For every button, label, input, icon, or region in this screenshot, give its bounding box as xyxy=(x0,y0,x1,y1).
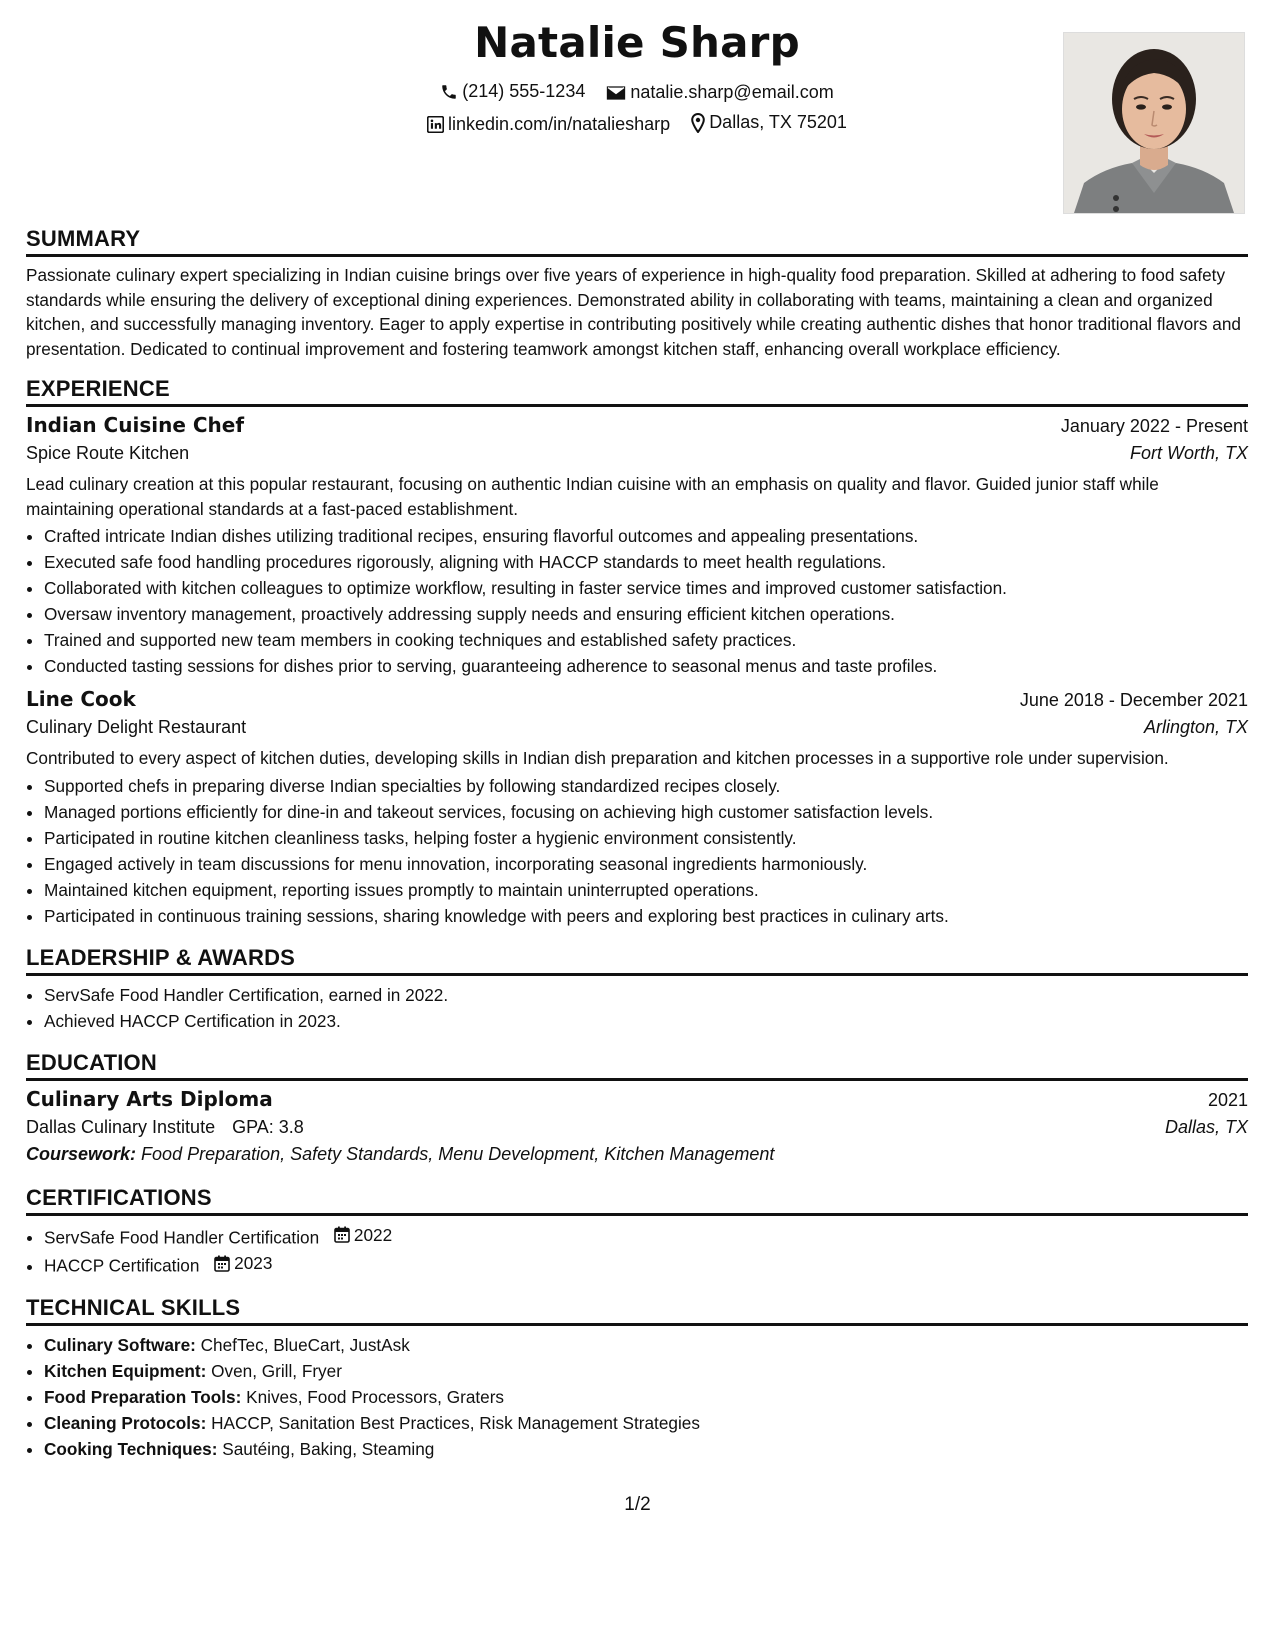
profile-photo xyxy=(1063,32,1245,214)
gpa-text: GPA: 3.8 xyxy=(232,1116,304,1137)
summary-text: Passionate culinary expert specializing in Indian cuisine brings over five years of experience in high-quality food preparation. Skilled at adhering to food safety standards while ensuring the delivery of exceptional dining experiences. Demonstrated ability in collaborating with teams, maintaining a clean and organized kitchen, and successfully managing inventory. Eager to apply expertise in contributing positively while creating authentic dishes that honor traditional flavors and presentation. Dedicated to continual improvement and fostering teamwork amongst kitchen staff, enhancing overall workplace efficiency. xyxy=(26,265,1241,359)
skill-value: Sautéing, Baking, Steaming xyxy=(222,1438,435,1459)
awards-section xyxy=(26,945,1248,1034)
job-description: Lead culinary creation at this popular restaurant, focusing on authentic Indian cuisine with an emphasis on quality and flavor. Guided junior staff while maintaining operational standards at a fast-paced establishment. xyxy=(26,474,1159,519)
phone-contact xyxy=(440,81,585,102)
list-item: • Maintained kitchen equipment, reporting issues promptly to maintain uninterrupted operations. xyxy=(44,877,1248,903)
experience-heading: EXPERIENCE xyxy=(26,376,1248,407)
skill-label: Food Preparation Tools: xyxy=(44,1386,242,1407)
certification-date xyxy=(214,1250,272,1276)
linkedin-contact[interactable] xyxy=(427,114,670,135)
list-item: • Crafted intricate Indian dishes utilizing traditional recipes, ensuring flavorful outcomes and appealing presentations. xyxy=(44,523,1248,549)
certification-year: 2022 xyxy=(353,1224,393,1245)
linkedin-text[interactable]: linkedin.com/in/nataliesharp xyxy=(448,113,671,134)
list-item: • Collaborated with kitchen colleagues to optimize workflow, resulting in faster service times and improved customer satisfaction. xyxy=(44,575,1248,601)
list-item: • ServSafe Food Handler Certification, earned in 2022. xyxy=(44,982,1248,1008)
job-company-row xyxy=(26,717,1248,738)
certifications-list xyxy=(26,1222,1248,1279)
skill-value: Knives, Food Processors, Graters xyxy=(246,1386,505,1407)
linkedin-icon xyxy=(427,116,444,133)
skill-label: Cooking Techniques: xyxy=(44,1438,218,1459)
email-text[interactable]: natalie.sharp@email.com xyxy=(630,82,834,102)
school-name: Dallas Culinary Institute xyxy=(26,1116,216,1137)
degree-row xyxy=(26,1087,1248,1111)
list-item: • Oversaw inventory management, proactively addressing supply needs and ensuring efficient kitchen operations. xyxy=(44,601,1248,627)
skill-value: ChefTec, BlueCart, JustAsk xyxy=(200,1334,410,1355)
location-contact xyxy=(691,112,847,133)
list-item xyxy=(44,1332,1248,1358)
education-section xyxy=(26,1050,1248,1165)
school-row xyxy=(26,1117,1248,1138)
coursework-line xyxy=(26,1144,1248,1165)
list-item: • Achieved HACCP Certification in 2023. xyxy=(44,1008,1248,1034)
candidate-name: Natalie Sharp xyxy=(474,18,800,67)
job-company: Spice Route Kitchen xyxy=(26,443,190,463)
job-company: Culinary Delight Restaurant xyxy=(26,717,247,737)
skill-label: Culinary Software: xyxy=(44,1334,196,1355)
phone-text: (214) 555-1234 xyxy=(462,81,586,101)
list-item: • Participated in continuous training sessions, sharing knowledge with peers and exploring best practices in culinary arts. xyxy=(44,903,1248,929)
certification-date xyxy=(334,1222,392,1248)
job-company-row xyxy=(26,443,1248,464)
coursework-text: Food Preparation, Safety Standards, Menu Development, Kitchen Management xyxy=(141,1143,775,1164)
list-item xyxy=(44,1436,1248,1462)
job-header-row xyxy=(26,687,1248,711)
job-title: Line Cook xyxy=(26,687,136,711)
list-item: • Supported chefs in preparing diverse Indian specialties by following standardized recipes closely. xyxy=(44,773,1248,799)
skills-heading: TECHNICAL SKILLS xyxy=(26,1295,1248,1326)
job-description: Contributed to every aspect of kitchen duties, developing skills in Indian dish preparation and kitchen processes in a supportive role under supervision. xyxy=(26,748,1169,768)
degree-name: Culinary Arts Diploma xyxy=(26,1086,273,1111)
summary-heading: SUMMARY xyxy=(26,226,1248,257)
awards-heading: LEADERSHIP & AWARDS xyxy=(26,945,1248,976)
skills-list xyxy=(26,1332,1248,1462)
certifications-heading: CERTIFICATIONS xyxy=(26,1185,1248,1216)
calendar-icon xyxy=(334,1226,350,1243)
skills-section xyxy=(26,1295,1248,1462)
job-location: Fort Worth, TX xyxy=(1129,443,1248,463)
list-item xyxy=(44,1384,1248,1410)
list-item: • Participated in routine kitchen cleanliness tasks, helping foster a hygienic environment consistently. xyxy=(44,825,1248,851)
skill-label: Cleaning Protocols: xyxy=(44,1412,207,1433)
certification-name: ServSafe Food Handler Certification xyxy=(44,1227,320,1247)
map-pin-icon xyxy=(691,113,705,133)
job-dates: January 2022 - Present xyxy=(1060,416,1248,436)
skill-label: Kitchen Equipment: xyxy=(44,1360,207,1381)
list-item: • Executed safe food handling procedures rigorously, aligning with HACCP standards to meet health regulations. xyxy=(44,549,1248,575)
list-item xyxy=(44,1410,1248,1436)
job-bullets xyxy=(26,523,1248,679)
certification-year: 2023 xyxy=(234,1253,273,1273)
page-number: 1/2 xyxy=(624,1494,651,1515)
school-info xyxy=(26,1117,304,1138)
list-item: • Trained and supported new team members in cooking techniques and established safety practices. xyxy=(44,627,1248,653)
list-item xyxy=(44,1250,1248,1279)
certifications-section xyxy=(26,1185,1248,1279)
education-heading: EDUCATION xyxy=(26,1050,1248,1081)
list-item xyxy=(44,1222,1248,1251)
phone-icon xyxy=(440,83,458,101)
list-item: • Managed portions efficiently for dine-in and takeout services, focusing on achieving high customer satisfaction levels. xyxy=(44,799,1248,825)
job-title: Indian Cuisine Chef xyxy=(26,413,245,437)
job-dates: June 2018 - December 2021 xyxy=(1019,690,1248,710)
resume-header xyxy=(26,0,1248,226)
job-location: Arlington, TX xyxy=(1143,717,1248,737)
list-item xyxy=(44,1358,1248,1384)
list-item: • Engaged actively in team discussions for menu innovation, incorporating seasonal ingredients harmoniously. xyxy=(44,851,1248,877)
coursework-label: Coursework: xyxy=(26,1143,137,1164)
graduation-year: 2021 xyxy=(1207,1089,1248,1110)
job-entry xyxy=(26,687,1248,929)
awards-list xyxy=(26,982,1248,1034)
skill-value: Oven, Grill, Fryer xyxy=(211,1360,342,1381)
location-text: Dallas, TX 75201 xyxy=(709,112,847,132)
certification-name: HACCP Certification xyxy=(44,1255,200,1276)
list-item: • Conducted tasting sessions for dishes prior to serving, guaranteeing adherence to seasonal menus and taste profiles. xyxy=(44,653,1248,679)
job-bullets xyxy=(26,773,1248,929)
calendar-icon xyxy=(214,1255,230,1272)
envelope-icon xyxy=(606,85,626,101)
job-header-row xyxy=(26,413,1248,437)
job-entry xyxy=(26,413,1248,679)
email-contact[interactable] xyxy=(606,82,833,103)
experience-section xyxy=(26,376,1248,929)
resume-page xyxy=(26,0,1248,1462)
skill-value: HACCP, Sanitation Best Practices, Risk Management Strategies xyxy=(211,1412,700,1433)
summary-section xyxy=(26,226,1248,361)
school-location: Dallas, TX xyxy=(1164,1116,1248,1137)
